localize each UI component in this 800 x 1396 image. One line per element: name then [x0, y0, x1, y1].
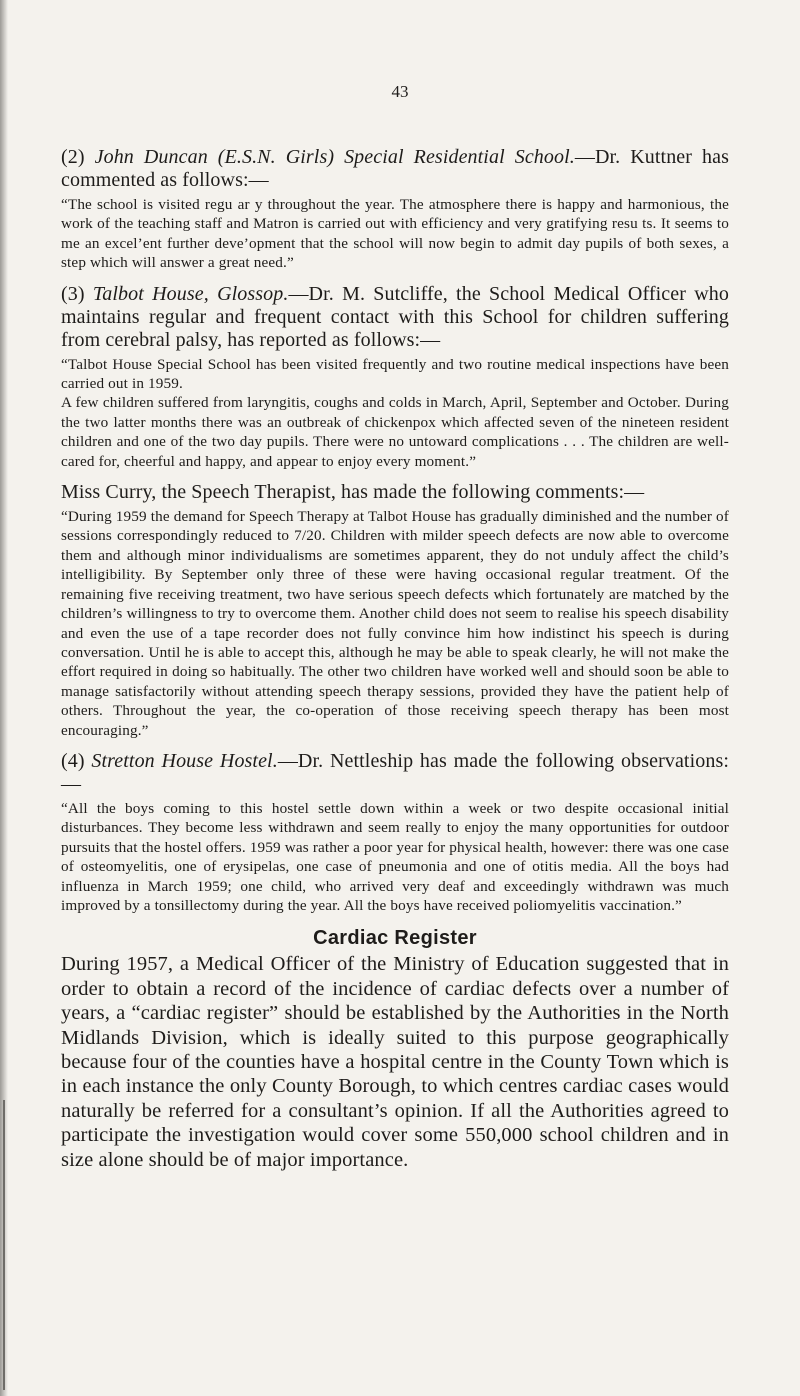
quote-paragraph: “Talbot House Special School has been visited frequently and two routine medical inspections have been carried out in 1959. [61, 355, 729, 393]
section-number: (2) [61, 146, 85, 168]
page-content [61, 146, 729, 1172]
section-2-lead [61, 146, 729, 192]
quote-paragraph: “The school is visited regu ar y throughout the year. The atmosphere there is happy and harmonious, the work of the teaching staff and Matron is carried out with efficiency and very gratifying resu ts. It seems to me an excel’ent further deve’opment that the school will now begin to admit day pupils of both sexes, a step which will answer a great need.” [61, 196, 729, 272]
quote-paragraph: “During 1959 the demand for Speech Therapy at Talbot House has gradually diminished and the number of sessions correspondingly reduced to 7/20. Children with milder speech defects are now able to overcome them and although minor individualisms are sometimes apparent, they do not unduly affect the child’s intelligibility. By September only three of these were having occasional regular treatment. Of the remaining five receiving treatment, two have serious speech defects which fortunately are matched by the children’s willingness to try to overcome them. Another child does not seem to realise his speech disability and even the use of a tape recorder does not fully convince him how indistinct his speech is during conversation. Until he is able to accept this, although he may be able to speak clearly, he will not make the effort required in doing so habitually. The other two children have worked well and should soon be able to manage satisfactorily without attending speech therapy sessions, provided they have the patient help of others. Throughout the year, the co-operation of those receiving speech therapy has been most encouraging.” [61, 508, 729, 739]
section-place-name: Talbot House, Glossop. [92, 282, 289, 305]
section-number: (4) [61, 749, 85, 772]
section-heading: Cardiac Register [313, 927, 477, 950]
speech-therapist-lead [61, 481, 729, 504]
section-4-lead [61, 750, 729, 796]
section-3-lead [61, 283, 729, 352]
quote-paragraph: A few children suffered from laryngitis, coughs and colds in March, April, September and October. During the two latter months there was an outbreak of chickenpox which affected seven of the nineteen resident children and one of the two day pupils. There were no untoward complications . . . The children are well-cared for, cheerful and happy, and appear to enjoy every moment.” [61, 394, 729, 470]
quote-paragraph: “All the boys coming to this hostel settle down within a week or two despite occasional initial disturbances. They become less withdrawn and seem really to enjoy the many opportunities for outdoor pursuits that the hostel offers. 1959 was rather a poor year for physical health, however: there was one case of osteomyelitis, one of erysipelas, one case of pneumonia and one of otitis media. All the boys had influenza in March 1959; one child, who arrived very deaf and exceedingly withdrawn was much improved by a tonsillectomy during the year. All the boys have received poliomyelitis vaccination.” [61, 799, 729, 914]
section-4-quote [61, 799, 729, 915]
closing-paragraph: During 1957, a Medical Officer of the Ministry of Education suggested that in order to obtain a record of the incidence of cardiac defects over a number of years, a “cardiac register” should be established by the Authorities in the North Midlands Division, which is ideally suited to this purpose geographically because four of the counties have a hospital centre in the County Town which is in each instance the only County Borough, to which centres cardiac cases would naturally be referred for a consultant’s opinion. If all the Authorities agreed to participate the investigation would cover some 550,000 school children and in size alone should be of major importance. [61, 953, 729, 1171]
section-3-quote [61, 355, 729, 471]
section-lead-text: Miss Curry, the Speech Therapist, has made the following comments:— [61, 481, 645, 504]
section-place-name: John Duncan (E.S.N. Girls) Special Residential School. [94, 146, 575, 168]
page-margin-line [3, 1100, 5, 1390]
section-lead-text: —Dr. Nettleship has made the following observations:— [61, 749, 729, 795]
section-2-quote [61, 195, 729, 273]
speech-therapist-quote [61, 507, 729, 740]
section-lead-text: —Dr. M. Sutcliffe, the School Medical Officer who maintains regular and frequent contact with this School for children suffering from cerebral palsy, has reported as follows:— [61, 282, 729, 351]
page-number: 43 [391, 82, 409, 101]
section-place-name: Stretton House Hostel. [91, 749, 278, 772]
section-lead-text: —Dr. Kuttner has commented as follows:— [61, 146, 729, 191]
section-number: (3) [61, 282, 85, 305]
